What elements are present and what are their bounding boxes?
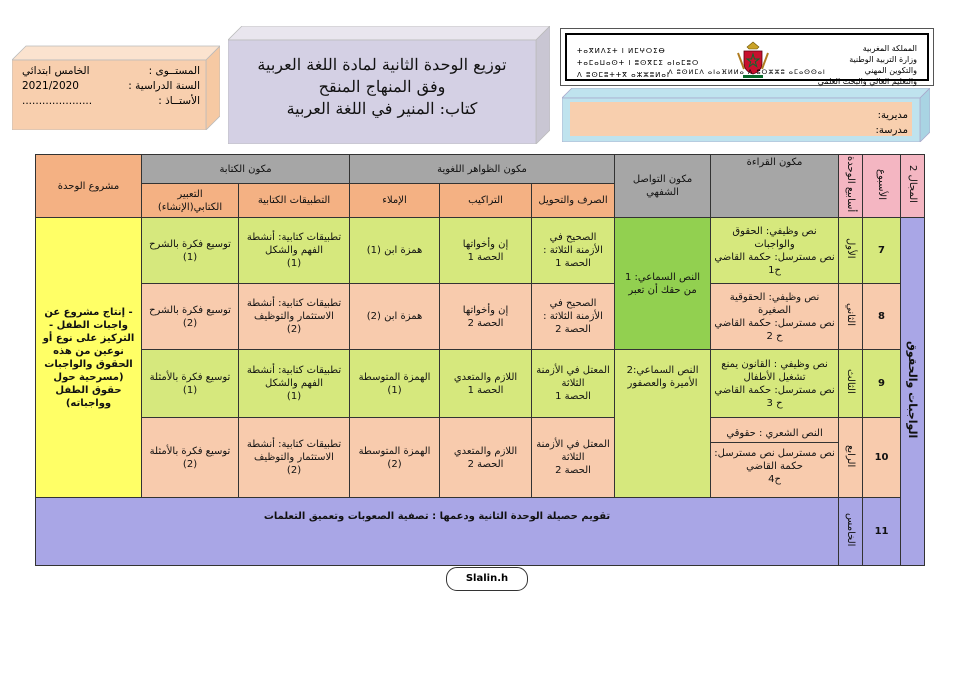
reading-cell xyxy=(711,418,839,498)
teacher-value: ..................... xyxy=(22,95,93,107)
syntax-cell: إن وأخواتها الحصة 2 xyxy=(440,284,532,350)
spelling-cell: همزة ابن (1) xyxy=(350,218,440,284)
week-number: 8 xyxy=(863,284,901,350)
level-label: المستــوى : xyxy=(148,65,200,77)
project-cell: - إنتاج مشروع عن واجبات الطفل - التركيز على نوع أو نوعين من هذه الحقوق والواجبات (مسرحية حول حقوق الطفل وواجباته) xyxy=(36,218,142,498)
year-value: 2021/2020 xyxy=(22,80,79,92)
header-week xyxy=(863,155,901,218)
syntax-cell: اللازم والمتعدي الحصة 2 xyxy=(440,418,532,498)
expression-cell: توسيع فكرة بالأمثلة (2) xyxy=(142,418,239,498)
syntax-cell: إن وأخواتها الحصة 1 xyxy=(440,218,532,284)
unit-week xyxy=(839,350,863,418)
title-line-2: وفق المنهاج المنقح xyxy=(318,77,446,96)
expression-cell: توسيع فكرة بالشرح (2) xyxy=(142,284,239,350)
header-project: مشروع الوحدة xyxy=(36,155,142,218)
expression-cell: توسيع فكرة بالشرح (1) xyxy=(142,218,239,284)
unit-week-label: الثالث xyxy=(845,369,857,395)
applications-cell: تطبيقات كتابية: أنشطة الفهم والشكل (1) xyxy=(239,350,350,418)
ministry-tf-bottom: ⴷ ⵓⵙⵍⵎⴷ ⴰⵏⴰⴼⵍⵍⴰ ⴷ ⵓⵔⵣⵣⵓ ⴰⵎⴰⵙⵙⴰⵏ xyxy=(668,68,826,76)
morph-cell: الصحيح في الأزمنة الثلاثة : الحصة 2 xyxy=(532,284,615,350)
unit-week-label: الخامس xyxy=(845,512,857,547)
unit-week xyxy=(839,284,863,350)
header-syntax: التراكيب xyxy=(440,184,532,218)
applications-cell: تطبيقات كتابية: أنشطة الاستثمار والتوظيف (2) xyxy=(239,418,350,498)
applications-cell: تطبيقات كتابية: أنشطة الفهم والشكل (1) xyxy=(239,218,350,284)
year-label: السنة الدراسية : xyxy=(128,80,200,92)
week-number: 7 xyxy=(863,218,901,284)
header-unit-weeks-label: أسابيع الوحدة xyxy=(845,156,857,213)
ministry-ar-line-1: المملكة المغربية xyxy=(862,44,917,53)
level-value: الخامس ابتدائي xyxy=(22,65,90,77)
reading-text: نص مسترسل نص مسترسل: حكمة القاضي ح4 xyxy=(714,448,835,486)
header-oral: مكون التواصل الشفهي xyxy=(615,155,711,218)
ministry-tf-line-1: ⵜⴰⴳⵍⴷⵉⵜ ⵏ ⵍⵎⵖⵔⵉⴱ xyxy=(577,47,666,55)
field-name: الواجبات والحقوق xyxy=(906,341,920,439)
directorate-label: مديرية: xyxy=(877,110,908,121)
unit-week-label: الثاني xyxy=(845,303,857,327)
footer-credit: Slalin.h xyxy=(446,567,528,591)
title-line-1: توزيع الوحدة الثانية لمادة اللغة العربية xyxy=(257,55,507,74)
reading-cell: نص وظيفي : القانون يمنع تشغيل الأطفال نص مسترسل: حكمة القاضي ح 3 xyxy=(711,350,839,418)
reading-cell: نص وظيفي: الحقوقية الصغيرة نص مسترسل: حكمة القاضي ح 2 xyxy=(711,284,839,350)
header-morph: الصرف والتحويل xyxy=(532,184,615,218)
header-field-label: المجال 2 xyxy=(907,165,919,204)
unit-week xyxy=(839,498,863,566)
expression-cell: توسيع فكرة بالأمثلة (1) xyxy=(142,350,239,418)
unit-week-label: الأول xyxy=(845,238,857,259)
syntax-cell: اللازم والمتعدي الحصة 1 xyxy=(440,350,532,418)
header-linguistic: مكون الظواهر اللغوية xyxy=(350,155,615,184)
morph-cell: المعتل في الأزمنة الثلاثة الحصة 2 xyxy=(532,418,615,498)
header-field xyxy=(901,155,925,218)
ministry-ar-line-3: والتكوين المهني xyxy=(864,66,917,75)
ministry-tf-line-3: ⴷ ⵓⵙⵎⵓⵜⵜⴳ ⴰⵣⵣⵓⵍⴰⵏ xyxy=(577,71,670,79)
ministry-ar-line-2: وزارة التربية الوطنية xyxy=(849,55,917,64)
unit-distribution-table xyxy=(35,154,925,566)
ministry-arabic xyxy=(818,43,917,87)
field-cell xyxy=(901,218,925,566)
unit-week xyxy=(839,418,863,498)
header-writing: مكون الكتابة xyxy=(142,155,350,184)
week-number: 10 xyxy=(863,418,901,498)
title-box xyxy=(228,26,550,144)
ministry-header xyxy=(560,28,934,86)
reading-cell: نص وظيفي: الحقوق والواجبات نص مسترسل: حكمة القاضي ح1 xyxy=(711,218,839,284)
title-line-3: كتاب: المنير في اللغة العربية xyxy=(286,99,478,118)
teacher-label: الأستــاذ : xyxy=(158,95,200,107)
ministry-tf-line-2: ⵜⴰⵎⴰⵡⴰⵙⵜ ⵏ ⵓⵙⴳⵎⵉ ⴰⵏⴰⵎⵓⵔ xyxy=(577,59,700,67)
evaluation-cell: تقويم حصيلة الوحدة الثانية ودعمها : تصفية الصعوبات وتعميق التعلمات xyxy=(36,498,839,566)
spelling-cell: الهمزة المتوسطة (2) xyxy=(350,418,440,498)
ministry-ar-line-4: والتعليم العالي والبحث العلمي xyxy=(817,77,917,86)
info-box xyxy=(12,32,220,130)
unit-week-label: الرابع xyxy=(845,444,857,467)
reading-poem: النص الشعري : حقوقي xyxy=(711,425,838,443)
oral-cell-1: النص السماعي: 1 من حقك أن تعبر xyxy=(615,218,711,350)
spelling-cell: الهمزة المتوسطة (1) xyxy=(350,350,440,418)
school-box xyxy=(562,88,930,142)
header-week-label: الأسبوع xyxy=(876,168,888,200)
school-label: مدرسة: xyxy=(875,125,908,136)
morph-cell: الصحيح في الأزمنة الثلاثة : الحصة 1 xyxy=(532,218,615,284)
morph-cell: المعتل في الأزمنة الثلاثة الحصة 1 xyxy=(532,350,615,418)
header-reading: مكون القراءة xyxy=(711,155,839,218)
week-number: 9 xyxy=(863,350,901,418)
header-applications: التطبيقات الكتابية xyxy=(239,184,350,218)
week-number: 11 xyxy=(863,498,901,566)
header-spelling: الإملاء xyxy=(350,184,440,218)
unit-week xyxy=(839,218,863,284)
header-unit-weeks xyxy=(839,155,863,218)
applications-cell: تطبيقات كتابية: أنشطة الاستثمار والتوظيف (2) xyxy=(239,284,350,350)
oral-cell-2: النص السماعي:2 الأميرة والعصفور xyxy=(615,350,711,498)
header-expression: التعبير الكتابي(الإنشاء) xyxy=(142,184,239,218)
spelling-cell: همزة ابن (2) xyxy=(350,284,440,350)
